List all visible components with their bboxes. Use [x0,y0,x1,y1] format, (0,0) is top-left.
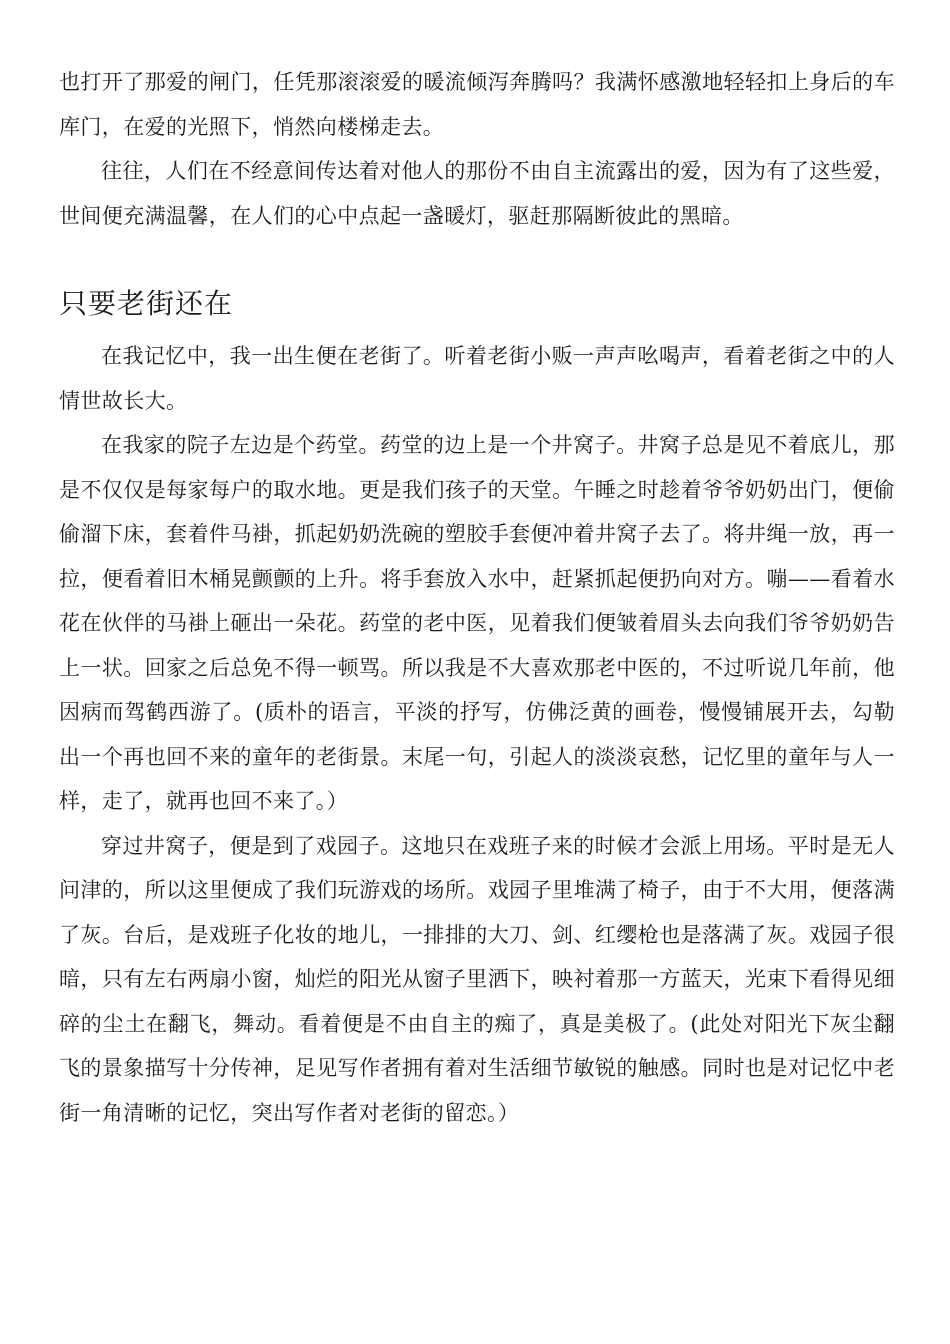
paragraph-birth-old-street: 在我记忆中，我一出生便在老街了。听着老街小贩一声声吆喝声，看着老街之中的人情世故长大。 [59,344,895,413]
paragraph-theater-yard: 穿过井窝子，便是到了戏园子。这地只在戏班子来的时候才会派上用场。平时是无人问津的，所以这里便成了我们玩游戏的场所。戏园子里堆满了椅子，由于不大用，便落满了灰。台后，是戏班子化妆的地儿，一排排的大刀、剑、红缨枪也是落满了灰。戏园子很暗，只有左右两扇小窗，灿烂的阳光从窗子里洒下，映衬着那一方蓝天，光束下看得见细碎的尘土在翻飞，舞动。看着便是不由自主的痴了，真是美极了。(此处对阳光下灰尘翻飞的景象描写十分传神，足见写作者拥有着对生活细节敏锐的触感。同时也是对记忆中老街一角清晰的记忆，突出写作者对老街的留恋。） [59,833,895,1125]
paragraph-well-pit: 在我家的院子左边是个药堂。药堂的边上是一个井窝子。井窝子总是见不着底儿，那是不仅仅是每家每户的取水地。更是我们孩子的天堂。午睡之时趁着爷爷奶奶出门，便偷偷溜下床，套着件马褂，抓起奶奶洗碗的塑胶手套便冲着井窝子去了。将井绳一放，再一拉，便看着旧木桶晃颤颤的上升。将手套放入水中，赶紧抓起便扔向对方。嘣——看着水花在伙伴的马褂上砸出一朵花。药堂的老中医，见着我们便皱着眉头去向我们爷爷奶奶告上一状。回家之后总免不得一顿骂。所以我是不大喜欢那老中医的，不过听说几年前，他因病而驾鹤西游了。(质朴的语言，平淡的抒写，仿佛泛黄的画卷，慢慢铺展开去，勾勒出一个再也回不来的童年的老街景。末尾一句，引起人的淡淡哀愁，记忆里的童年与人一样，走了，就再也回不来了。） [59,433,895,813]
paragraph-continuation: 也打开了那爱的闸门，任凭那滚滚爱的暖流倾泻奔腾吗？我满怀感激地轻轻扣上身后的车库门，在爱的光照下，悄然向楼梯走去。 [59,70,895,139]
document-page [59,60,895,1135]
paragraph-love-warmth: 往往，人们在不经意间传达着对他人的那份不由自主流露出的爱，因为有了这些爱，世间便充满温馨，在人们的心中点起一盏暖灯，驱赶那隔断彼此的黑暗。 [59,159,895,228]
section-title: 只要老街还在 [59,287,234,320]
